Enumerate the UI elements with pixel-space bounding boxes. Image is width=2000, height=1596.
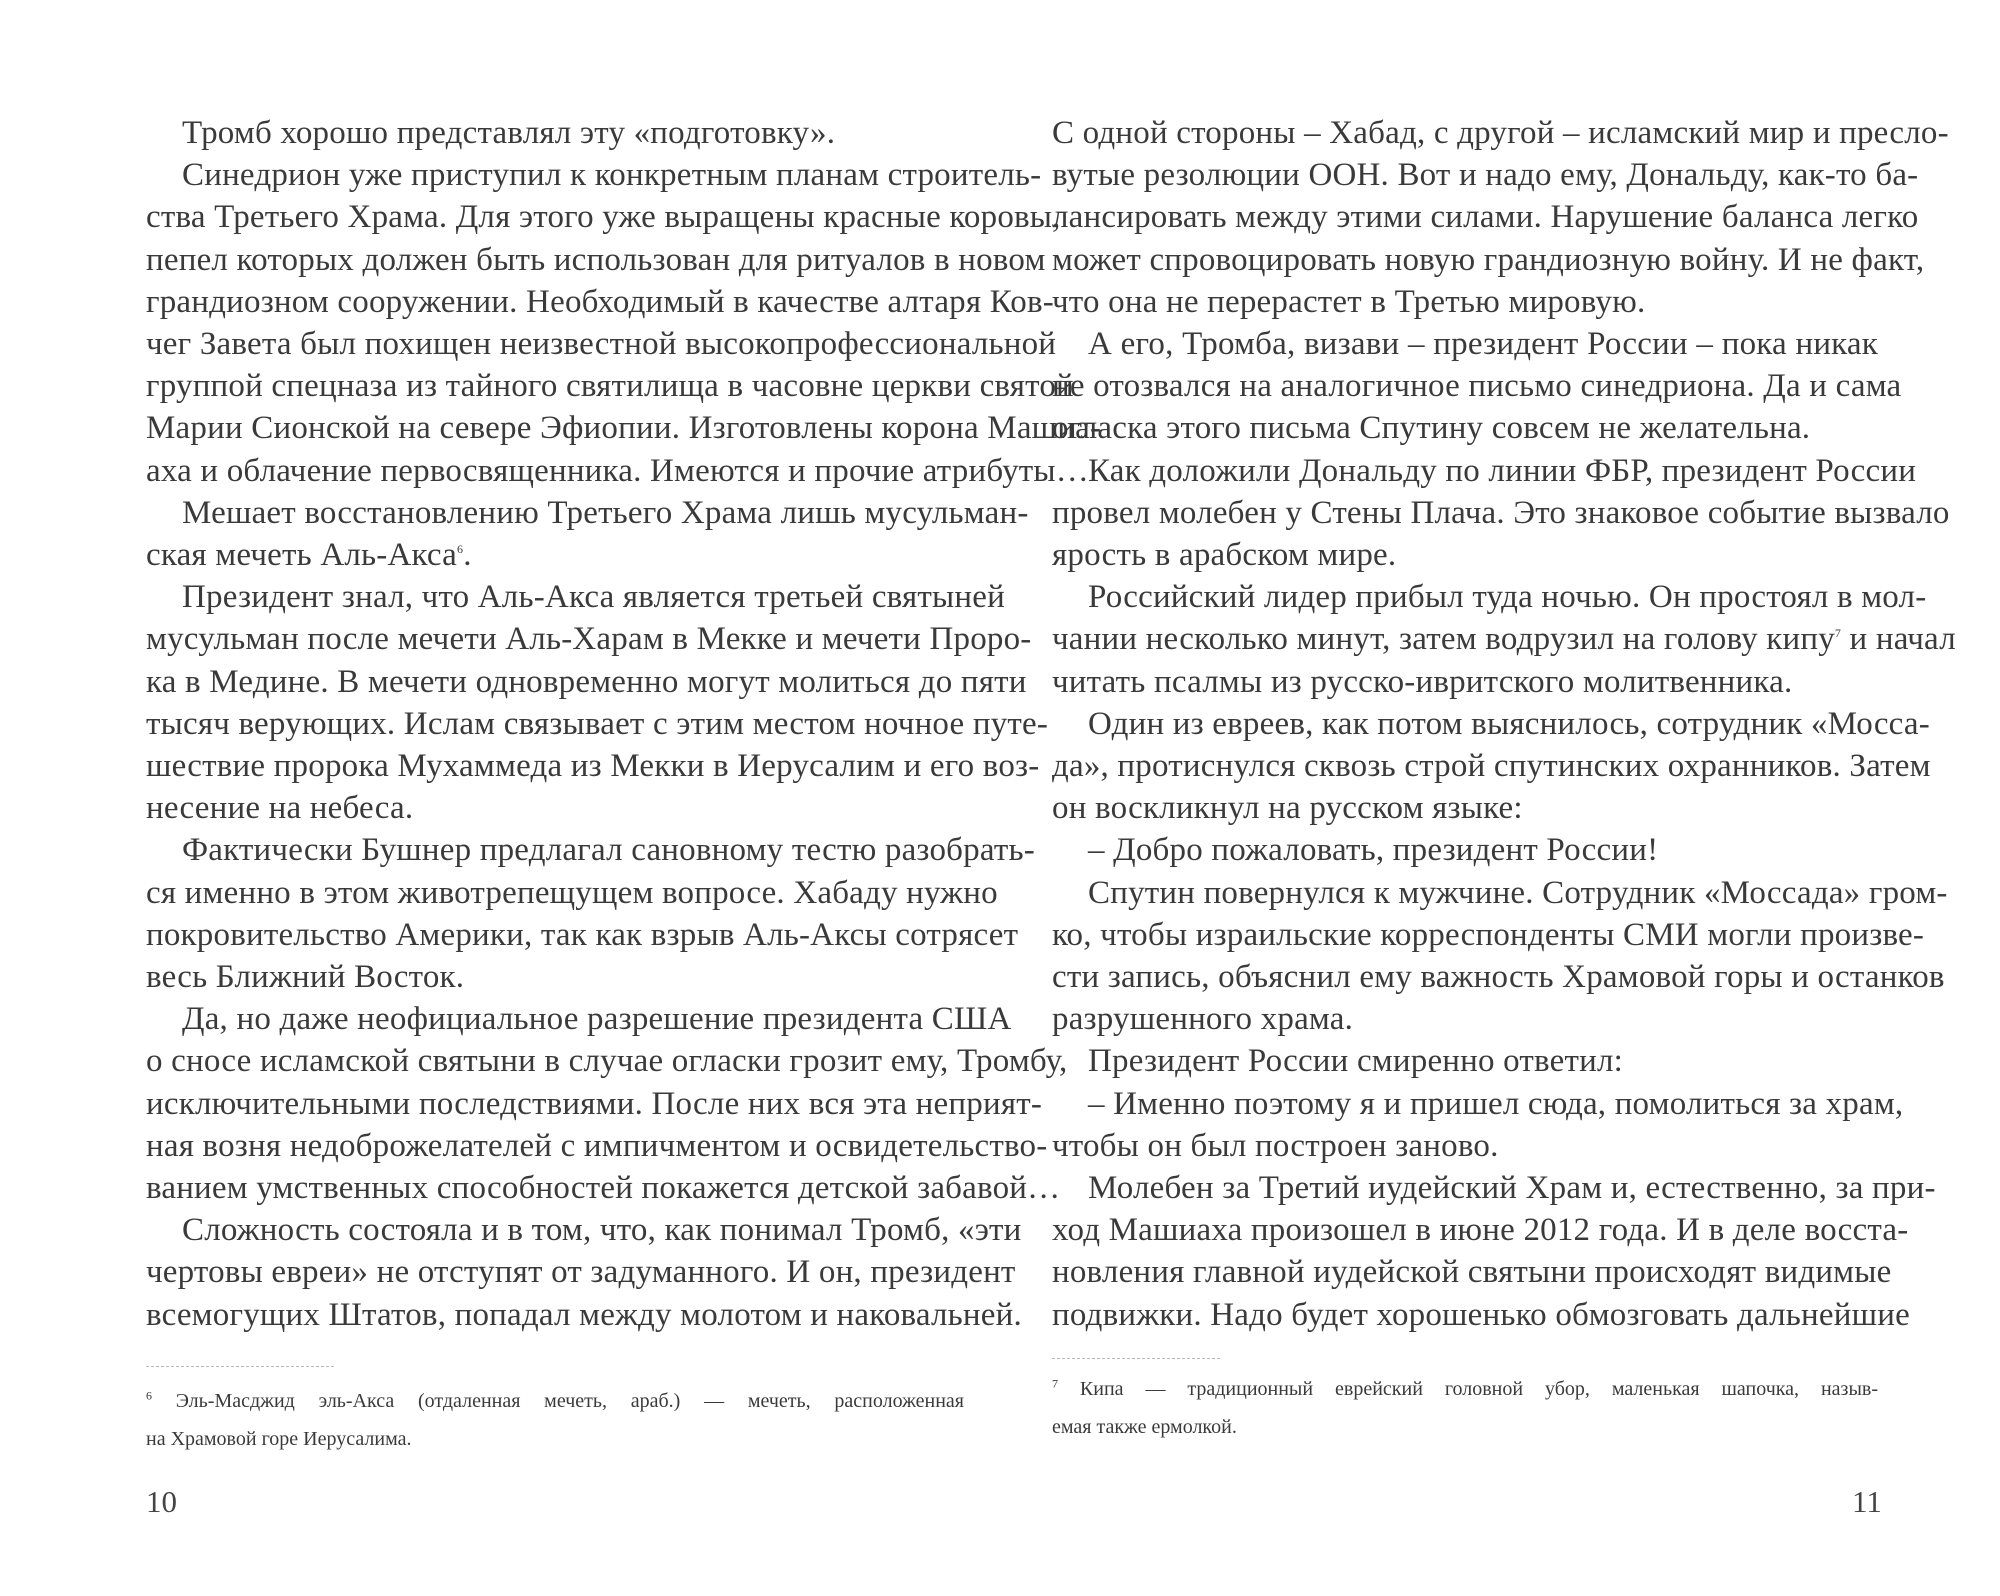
line-text: да», протиснулся сквозь строй спутинских охранников. Затем	[1052, 748, 1931, 784]
line-text: Да, но даже неофициальное разрешение президента США	[182, 1001, 1012, 1038]
footnote-text: емая также ермолкой.	[1052, 1416, 1237, 1438]
line-text: группой спецназа из тайного святилища в часовне церкви святой	[146, 368, 1074, 405]
line-tail: .	[463, 537, 472, 573]
line-text: Сложность состояла и в том, что, как понимал Тромб, «эти	[182, 1212, 1022, 1249]
line-text: ванием умственных способностей покажется детской забавой…	[146, 1170, 1061, 1206]
line-text: ства Третьего Храма. Для этого уже выращены красные коровы,	[146, 199, 1061, 236]
text-line	[146, 281, 1054, 323]
text-line	[1052, 576, 1927, 618]
line-text: чег Завета был похищен неизвестной высокопрофессиональной	[146, 326, 1057, 362]
line-text: С одной стороны – Хабад, с другой – исламский мир и пресло-	[1052, 115, 1949, 151]
footnote-line	[1052, 1408, 1878, 1446]
text-line	[1052, 112, 1949, 154]
line-text: Синедрион уже приступил к конкретным планам строитель-	[182, 157, 1042, 194]
line-text: Как доложили Дональду по линии ФБР, президент России	[1088, 452, 1917, 489]
footnote-marker: 6	[146, 1388, 152, 1403]
text-line	[146, 618, 1032, 660]
text-line	[1052, 829, 1878, 871]
text-line	[146, 998, 1012, 1040]
line-text: Президент России смиренно ответил:	[1088, 1043, 1624, 1080]
footnote-text: Кипа — традиционный еврейский головной убор, маленькая шапочка, назыв-	[1058, 1378, 1878, 1400]
line-text: ка в Медине. В мечети одновременно могут молиться до пяти	[146, 663, 1027, 700]
text-line	[146, 407, 1102, 449]
line-text: грандиозном сооружении. Необходимый в качестве алтаря Ков-	[146, 283, 1054, 320]
left-footnote-separator	[146, 1366, 334, 1367]
text-line	[146, 1125, 1048, 1167]
text-line	[146, 745, 1040, 787]
text-line	[1052, 365, 1902, 407]
text-line	[1052, 872, 1948, 914]
line-text: лансировать между этими силами. Нарушение баланса легко	[1052, 199, 1919, 236]
line-text: ная возня недоброжелателей с импичментом и освидетельство-	[146, 1127, 1048, 1164]
line-text: всемогущих Штатов, попадал между молотом и наковальней.	[146, 1296, 1022, 1333]
line-text: мусульман после мечети Аль-Харам в Мекке и мечети Проро-	[146, 621, 1032, 658]
right-page-number: 11	[1852, 1484, 1882, 1519]
text-line	[146, 576, 1005, 618]
line-text: Марии Сионской на севере Эфиопии. Изготовлены корона Машиа-	[146, 410, 1102, 447]
text-line	[1052, 914, 1925, 956]
line-tail: и начал	[1841, 621, 1956, 658]
line-text: ся именно в этом животрепещущем вопросе. Хабаду нужно	[146, 874, 998, 911]
line-text: покровительство Америки, так как взрыв Аль-Аксы сотрясет	[146, 916, 1019, 953]
footnote-line	[1052, 1370, 1878, 1408]
line-text: несение на небеса.	[146, 790, 414, 827]
line-text: вутые резолюции ООН. Вот и надо ему, Дональду, как-то ба-	[1052, 157, 1919, 194]
text-line	[146, 703, 1049, 745]
text-line	[1052, 239, 1925, 281]
text-line	[1052, 661, 1878, 703]
text-line	[146, 239, 1046, 281]
line-text: чтобы он был построен заново.	[1052, 1127, 1499, 1164]
line-text: Мешает восстановлению Третьего Храма лишь мусульман-	[182, 494, 1029, 531]
line-text: Молебен за Третий иудейский Храм и, естественно, за при-	[1088, 1170, 1936, 1206]
text-line	[146, 661, 1027, 703]
left-page-number: 10	[146, 1484, 177, 1519]
line-text: А его, Тромба, визави – президент России – пока никак	[1088, 326, 1878, 362]
text-line	[146, 1209, 1022, 1251]
line-text: аха и облачение первосвященника. Имеются и прочие атрибуты…	[146, 452, 1089, 489]
text-line	[1052, 154, 1919, 196]
text-line	[146, 492, 1029, 534]
footnote-line	[146, 1382, 964, 1420]
line-text: Российский лидер прибыл туда ночью. Он простоял в мол-	[1088, 579, 1927, 616]
text-line	[146, 1294, 1022, 1336]
text-line	[146, 112, 964, 154]
footnote-reference: 6	[457, 542, 464, 556]
right-page	[1000, 0, 2000, 1596]
text-line	[1052, 1294, 1910, 1336]
line-text: Фактически Бушнер предлагал сановному тестю разобрать-	[182, 832, 1035, 869]
text-line	[1052, 703, 1930, 745]
line-text: ярость в арабском мире.	[1052, 537, 1397, 573]
line-text: ская мечеть Аль-Акса	[146, 537, 458, 573]
text-line	[1052, 618, 1956, 660]
text-line	[146, 1083, 1043, 1125]
footnote-line	[146, 1420, 964, 1458]
line-text: Один из евреев, как потом выяснилось, сотрудник «Мосса-	[1088, 705, 1930, 742]
line-text: пепел которых должен быть использован для ритуалов в новом	[146, 241, 1046, 278]
text-line	[146, 1251, 1016, 1293]
text-line	[146, 323, 1057, 365]
text-line	[1052, 1167, 1936, 1209]
text-line	[146, 956, 964, 998]
text-line	[1052, 450, 1917, 492]
footnote-marker: 7	[1052, 1376, 1058, 1391]
line-text: – Именно поэтому я и пришел сюда, помолиться за храм,	[1088, 1085, 1904, 1122]
text-line	[146, 196, 1061, 238]
line-text: разрушенного храма.	[1052, 1001, 1354, 1038]
line-text: что она не перерастет в Третью мировую.	[1052, 283, 1646, 320]
text-line	[1052, 1209, 1909, 1251]
text-line	[146, 1167, 1061, 1209]
line-text: читать псалмы из русско-ивритского молитвенника.	[1052, 663, 1793, 700]
line-text: исключительными последствиями. После них вся эта неприят-	[146, 1085, 1043, 1122]
text-line	[146, 787, 964, 829]
text-line	[1052, 323, 1878, 365]
text-line	[1052, 956, 1945, 998]
right-footnote-separator	[1052, 1358, 1220, 1359]
text-line	[1052, 1040, 1878, 1082]
line-text: Президент знал, что Аль-Акса является третьей святыней	[182, 579, 1005, 616]
line-text: может спровоцировать новую грандиозную войну. И не факт,	[1052, 241, 1925, 278]
text-line	[1052, 1083, 1904, 1125]
text-line	[146, 914, 1019, 956]
text-line	[1052, 196, 1919, 238]
text-line	[1052, 1125, 1878, 1167]
text-line	[1052, 492, 1950, 534]
line-text: провел молебен у Стены Плача. Это знаковое событие вызвало	[1052, 494, 1950, 531]
line-text: он воскликнул на русском языке:	[1052, 790, 1523, 827]
line-text: о сносе исламской святыни в случае огласки грозит ему, Тромбу,	[146, 1043, 1068, 1080]
footnote-text: Эль-Масджид эль-Акса (отдаленная мечеть, араб.) — мечеть, расположенная	[152, 1390, 964, 1412]
line-text: чертовы евреи» не отступят от задуманного. И он, президент	[146, 1254, 1016, 1291]
text-line	[1052, 281, 1878, 323]
line-text: весь Ближний Восток.	[146, 959, 465, 995]
text-line	[146, 534, 964, 576]
line-text: шествие пророка Мухаммеда из Мекки в Иерусалим и его воз-	[146, 748, 1040, 784]
text-line	[146, 450, 1089, 492]
footnote-text: на Храмовой горе Иерусалима.	[146, 1428, 412, 1450]
text-line	[146, 154, 1042, 196]
line-text: Спутин повернулся к мужчине. Сотрудник «Моссада» гром-	[1088, 874, 1948, 911]
line-text: подвижки. Надо будет хорошенько обмозговать дальнейшие	[1052, 1296, 1910, 1333]
line-text: чании несколько минут, затем водрузил на голову кипу	[1052, 621, 1835, 658]
footnote-reference: 7	[1834, 626, 1842, 641]
line-text: новления главной иудейской святыни происходят видимые	[1052, 1254, 1892, 1291]
text-line	[1052, 745, 1931, 787]
line-text: Тромб хорошо представлял эту «подготовку».	[182, 115, 836, 151]
text-line	[146, 1040, 1068, 1082]
line-text: – Добро пожаловать, президент России!	[1088, 832, 1659, 869]
text-line	[1052, 407, 1878, 449]
line-text: ко, чтобы израильские корреспонденты СМИ могли произве-	[1052, 916, 1925, 953]
line-text: сти запись, объяснил ему важность Храмовой горы и останков	[1052, 959, 1945, 995]
line-text: не отозвался на аналогичное письмо синедриона. Да и сама	[1052, 368, 1902, 405]
line-text: огласка этого письма Спутину совсем не желательна.	[1052, 410, 1811, 447]
text-line	[146, 365, 1074, 407]
line-text: тысяч верующих. Ислам связывает с этим местом ночное путе-	[146, 705, 1049, 742]
text-line	[1052, 534, 1878, 576]
text-line	[146, 872, 998, 914]
line-text: ход Машиаха произошел в июне 2012 года. И в деле восста-	[1052, 1212, 1909, 1249]
text-line	[146, 829, 1035, 871]
text-line	[1052, 787, 1878, 829]
text-line	[1052, 1251, 1892, 1293]
text-line	[1052, 998, 1878, 1040]
